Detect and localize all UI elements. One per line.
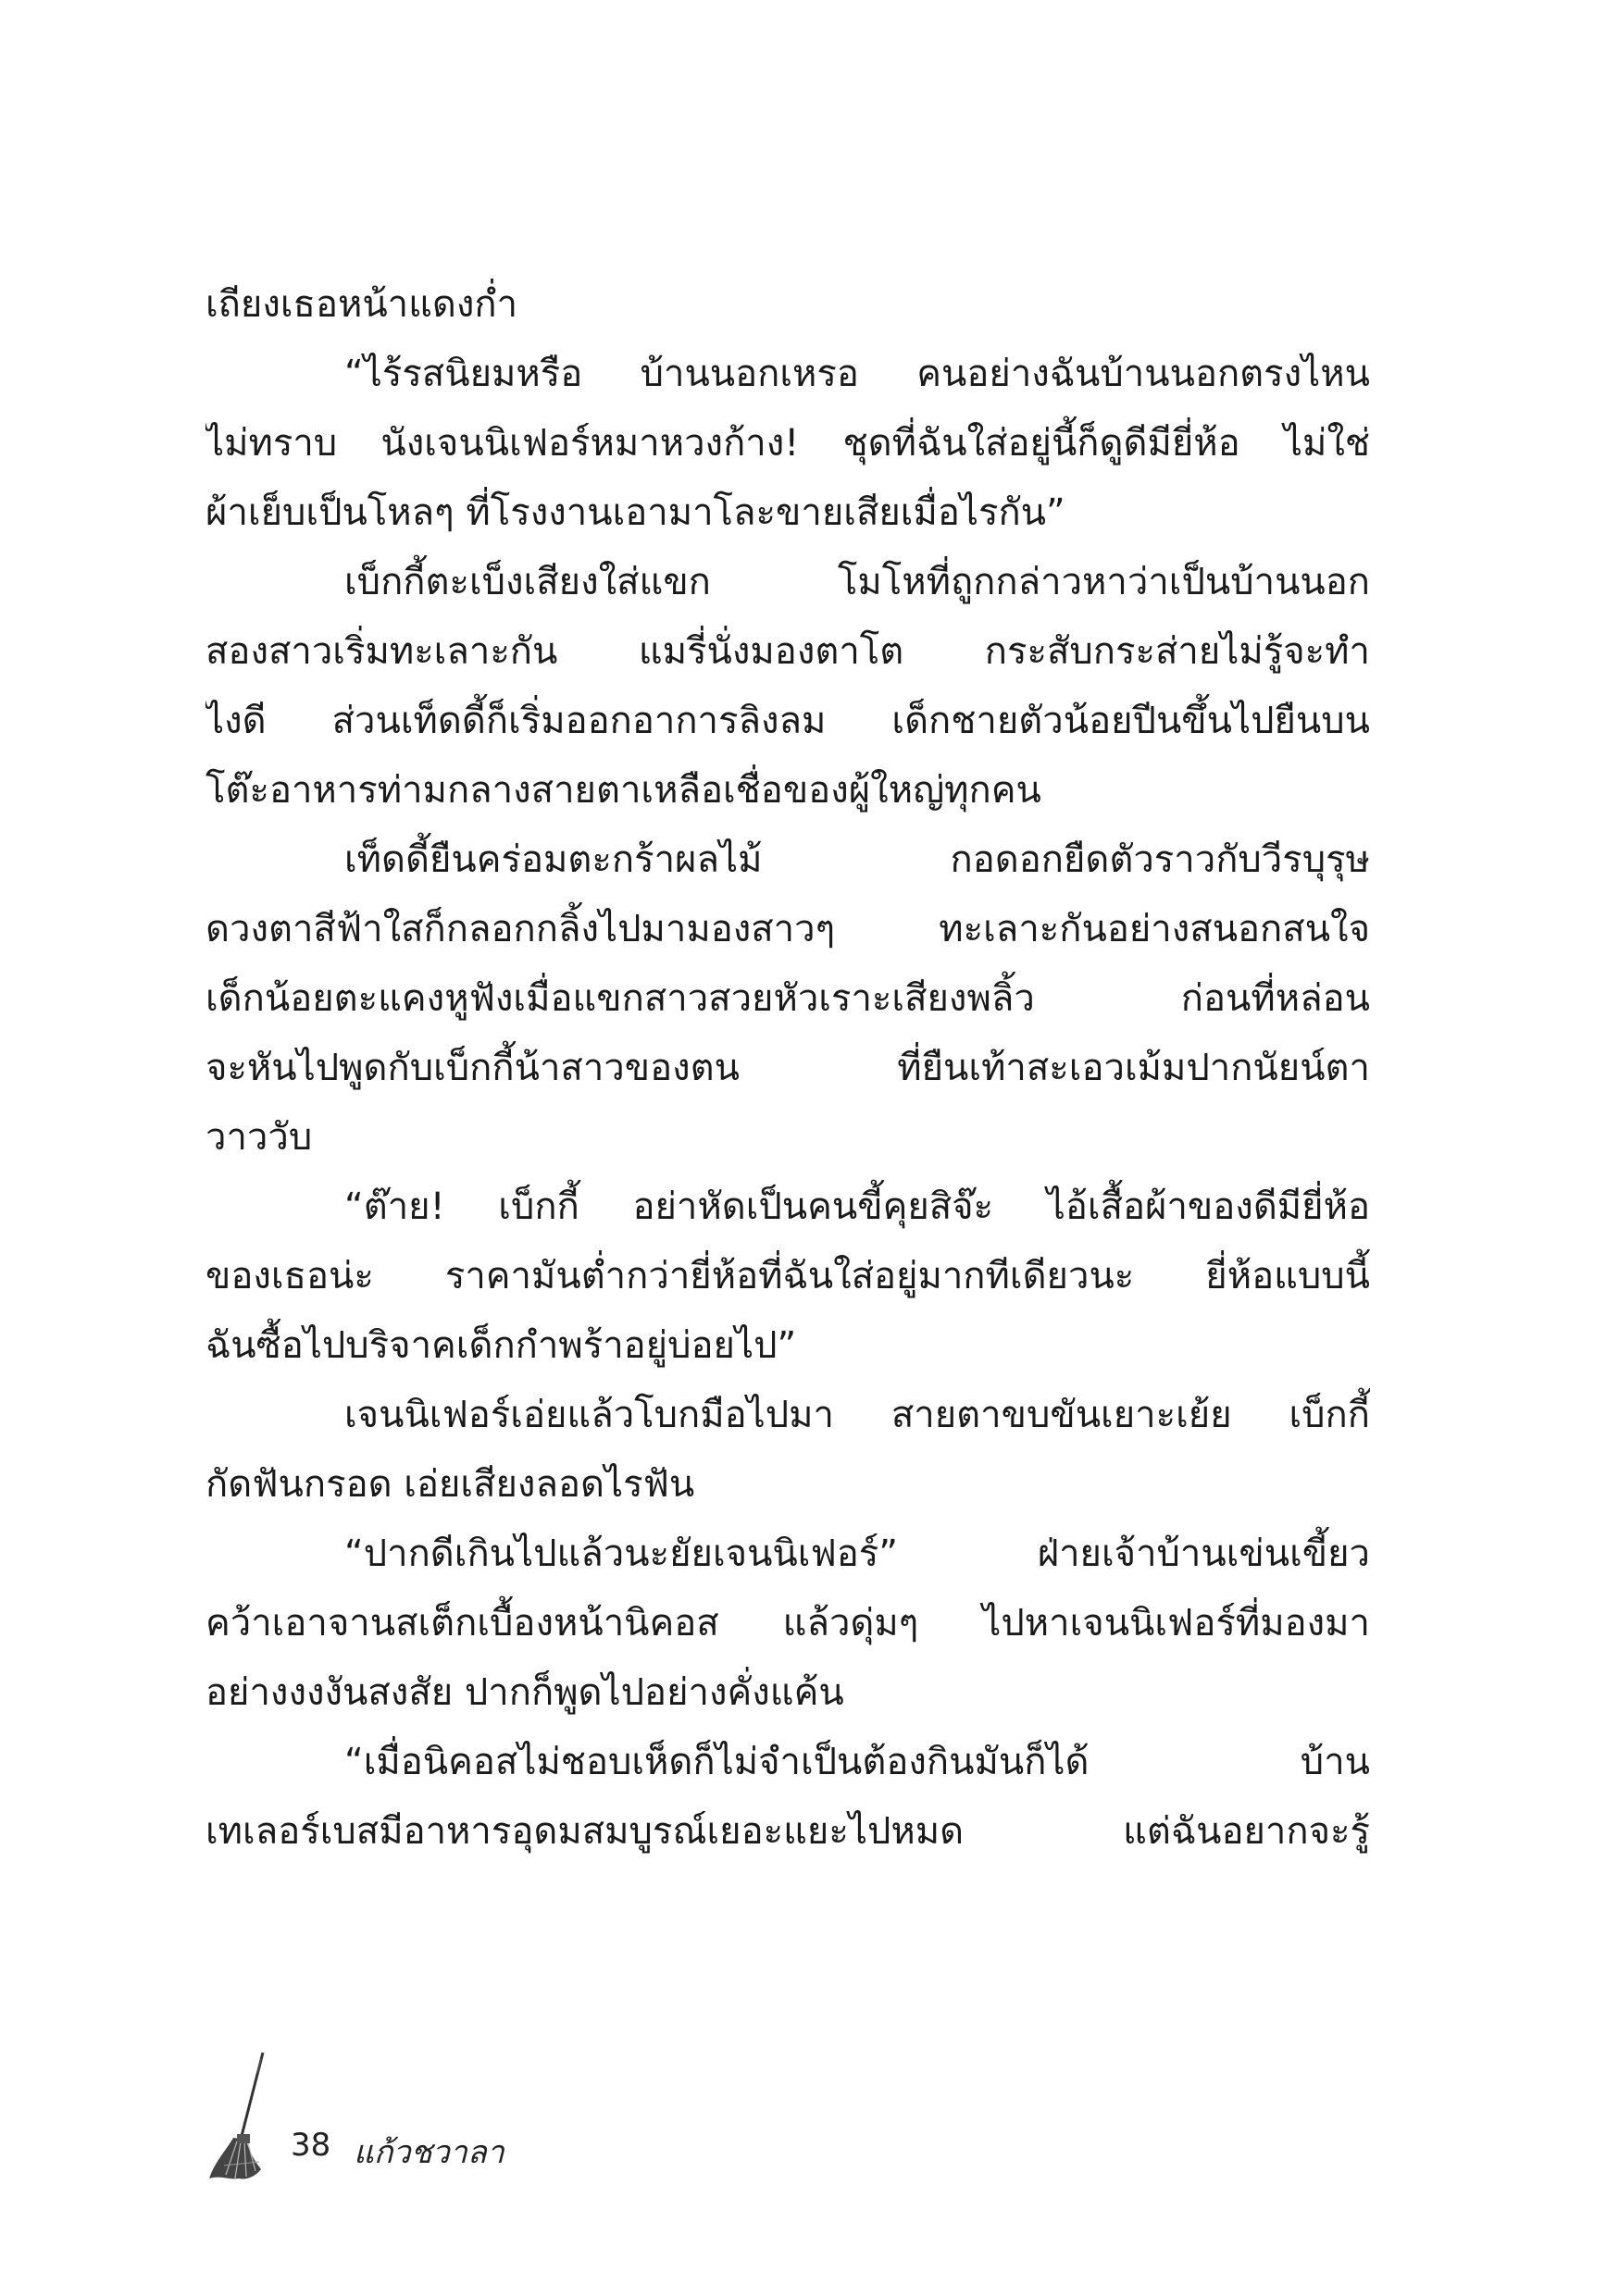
text-line: คว้าเอาจานสเต็กเบื้องหน้านิคอส แล้วดุ่มๆ ไปหาเจนนิเฟอร์ที่มองมา: [205, 1602, 1370, 1644]
text-line: จะหันไปพูดกับเบ็กกี้น้าสาวของตน ที่ยืนเท้าสะเอวเม้มปากนัยน์ตา: [205, 1047, 1370, 1089]
text-line: ผ้าเย็บเป็นโหลๆ ที่โรงงานเอามาโละขายเสียเมื่อไรกัน”: [205, 491, 1065, 534]
broom-icon: [205, 2049, 275, 2188]
body-text: [205, 270, 1370, 1867]
text-line: “ปากดีเกินไปแล้วนะยัยเจนนิเฟอร์” ฝ่ายเจ้าบ้านเข่นเขี้ยว: [344, 1533, 1370, 1575]
text-line: เท็ดดี้ยืนคร่อมตะกร้าผลไม้ กอดอกยืดตัวราวกับวีรบุรุษ: [344, 838, 1370, 881]
text-line: เจนนิเฟอร์เอ่ยแล้วโบกมือไปมา สายตาขบขันเยาะเย้ย เบ็กกี้: [344, 1394, 1370, 1436]
text-line: โต๊ะอาหารท่ามกลางสายตาเหลือเชื่อของผู้ใหญ่ทุกคน: [205, 769, 1041, 812]
text-line: ของเธอน่ะ ราคามันต่ำกว่ายี่ห้อที่ฉันใส่อยู่มากทีเดียวนะ ยี่ห้อแบบนี้: [205, 1255, 1370, 1297]
page-footer: [205, 2049, 576, 2188]
book-title: แก้วชวาลา: [354, 2134, 504, 2171]
text-line: กัดฟันกรอด เอ่ยเสียงลอดไรฟัน: [205, 1463, 695, 1506]
text-line: อย่างงงงันสงสัย ปากก็พูดไปอย่างคั่งแค้น: [205, 1671, 844, 1714]
text-line: “ไร้รสนิยมหรือ บ้านนอกเหรอ คนอย่างฉันบ้านนอกตรงไหน: [344, 353, 1370, 395]
text-line: สองสาวเริ่มทะเลาะกัน แมรี่นั่งมองตาโต กระสับกระส่ายไม่รู้จะทำ: [205, 630, 1370, 673]
text-line: “เมื่อนิคอสไม่ชอบเห็ดก็ไม่จำเป็นต้องกินมันก็ได้ บ้าน: [344, 1741, 1370, 1783]
text-line: เด็กน้อยตะแคงหูฟังเมื่อแขกสาวสวยหัวเราะเสียงพลิ้ว ก่อนที่หล่อน: [205, 977, 1370, 1020]
text-line: ฉันซื้อไปบริจาคเด็กกำพร้าอยู่บ่อยไป”: [205, 1324, 797, 1367]
text-line: เถียงเธอหน้าแดงก่ำ: [205, 283, 518, 326]
text-line: ไงดี ส่วนเท็ดดี้ก็เริ่มออกอาการลิงลม เด็กชายตัวน้อยปีนขึ้นไปยืนบน: [205, 700, 1370, 742]
text-line: ดวงตาสีฟ้าใสก็กลอกกลิ้งไปมามองสาวๆ ทะเลาะกันอย่างสนอกสนใจ: [205, 908, 1370, 950]
text-line: ไม่ทราบ นังเจนนิเฟอร์หมาหวงก้าง! ชุดที่ฉันใส่อยู่นี้ก็ดูดีมียี่ห้อ ไม่ใช่: [205, 422, 1370, 465]
text-line: วาววับ: [205, 1116, 313, 1159]
text-line: “ต๊าย! เบ็กกี้ อย่าหัดเป็นคนขี้คุยสิจ๊ะ ไอ้เสื้อผ้าของดีมียี่ห้อ: [344, 1185, 1370, 1228]
page-number: 38: [291, 2127, 331, 2164]
text-line: เบ็กกี้ตะเบ็งเสียงใส่แขก โมโหที่ถูกกล่าวหาว่าเป็นบ้านนอก: [344, 561, 1370, 603]
text-line: เทเลอร์เบสมีอาหารอุดมสมบูรณ์เยอะแยะไปหมด แต่ฉันอยากจะรู้: [205, 1810, 1370, 1853]
